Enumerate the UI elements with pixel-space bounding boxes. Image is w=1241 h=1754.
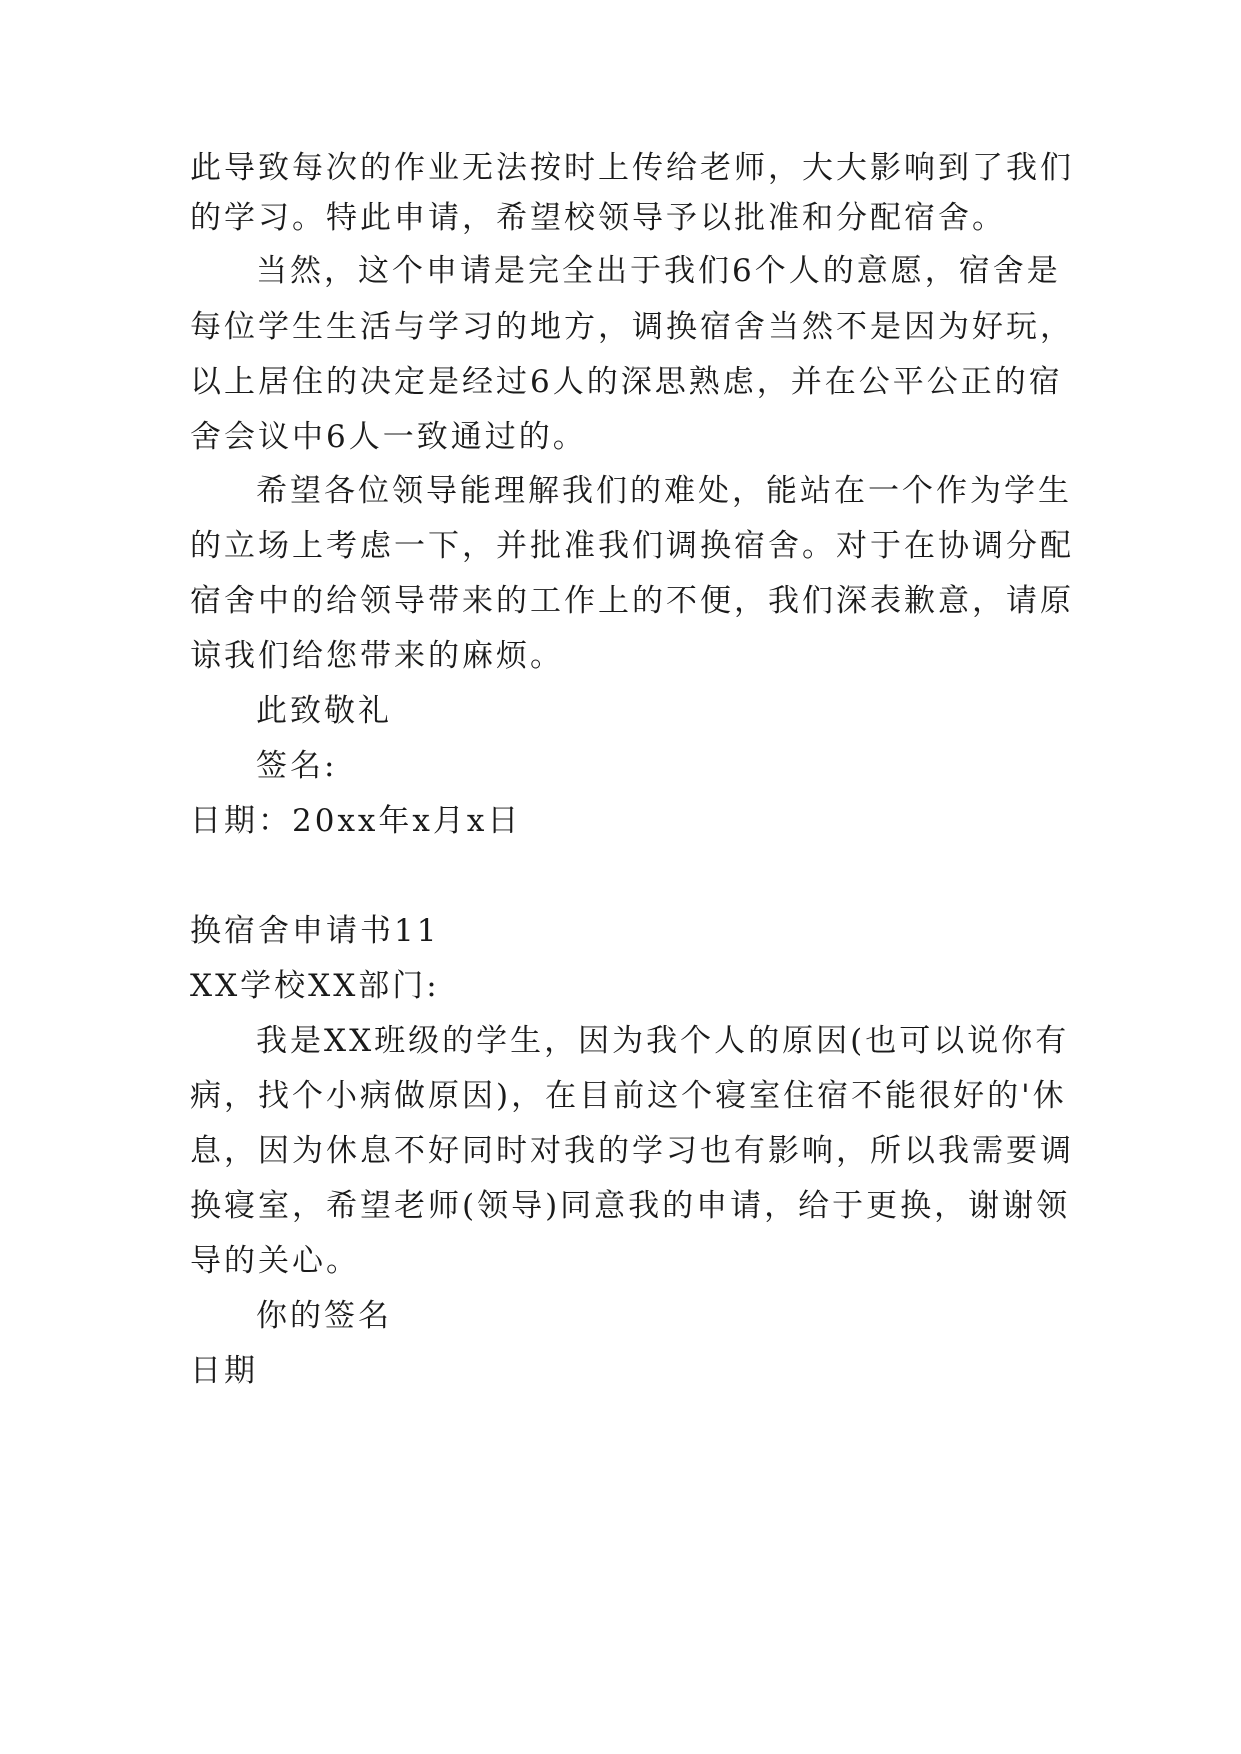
- paragraph-line: 宿舍中的给领导带来的工作上的不便，我们深表歉意，请原: [190, 583, 1074, 619]
- section-title: 换宿舍申请书11: [190, 913, 440, 949]
- paragraph-line: 谅我们给您带来的麻烦。: [190, 638, 564, 674]
- date-line: 日期：20xx年x月x日: [190, 803, 522, 839]
- paragraph-line: 换寝室，希望老师(领导)同意我的申请，给于更换，谢谢领: [190, 1188, 1071, 1224]
- paragraph-line: 病，找个小病做原因)，在目前这个寝室住宿不能很好的'休: [190, 1078, 1067, 1114]
- paragraph-line: 以上居住的决定是经过6人的深思熟虑，并在公平公正的宿: [190, 364, 1063, 400]
- signature-line: 你的签名: [256, 1298, 392, 1334]
- date-line: 日期: [190, 1353, 258, 1389]
- paragraph-line: 的立场上考虑一下，并批准我们调换宿舍。对于在协调分配: [190, 528, 1074, 564]
- paragraph-line: 此导致每次的作业无法按时上传给老师，大大影响到了我们: [190, 150, 1074, 186]
- signature-line: 签名:: [256, 748, 338, 784]
- closing-salutation: 此致敬礼: [256, 693, 392, 729]
- paragraph-line: 的学习。特此申请，希望校领导予以批准和分配宿舍。: [190, 200, 1006, 236]
- paragraph-line: 舍会议中6人一致通过的。: [190, 419, 587, 455]
- paragraph-line: 当然，这个申请是完全出于我们6个人的意愿，宿舍是: [256, 253, 1061, 289]
- paragraph-line: 我是XX班级的学生，因为我个人的原因(也可以说你有: [256, 1023, 1070, 1059]
- paragraph-line: 息，因为休息不好同时对我的学习也有影响，所以我需要调: [190, 1133, 1074, 1169]
- paragraph-line: 每位学生生活与学习的地方，调换宿舍当然不是因为好玩，: [190, 309, 1074, 345]
- paragraph-line: 希望各位领导能理解我们的难处，能站在一个作为学生: [256, 473, 1072, 509]
- salutation: XX学校XX部门:: [190, 968, 440, 1004]
- paragraph-line: 导的关心。: [190, 1243, 360, 1279]
